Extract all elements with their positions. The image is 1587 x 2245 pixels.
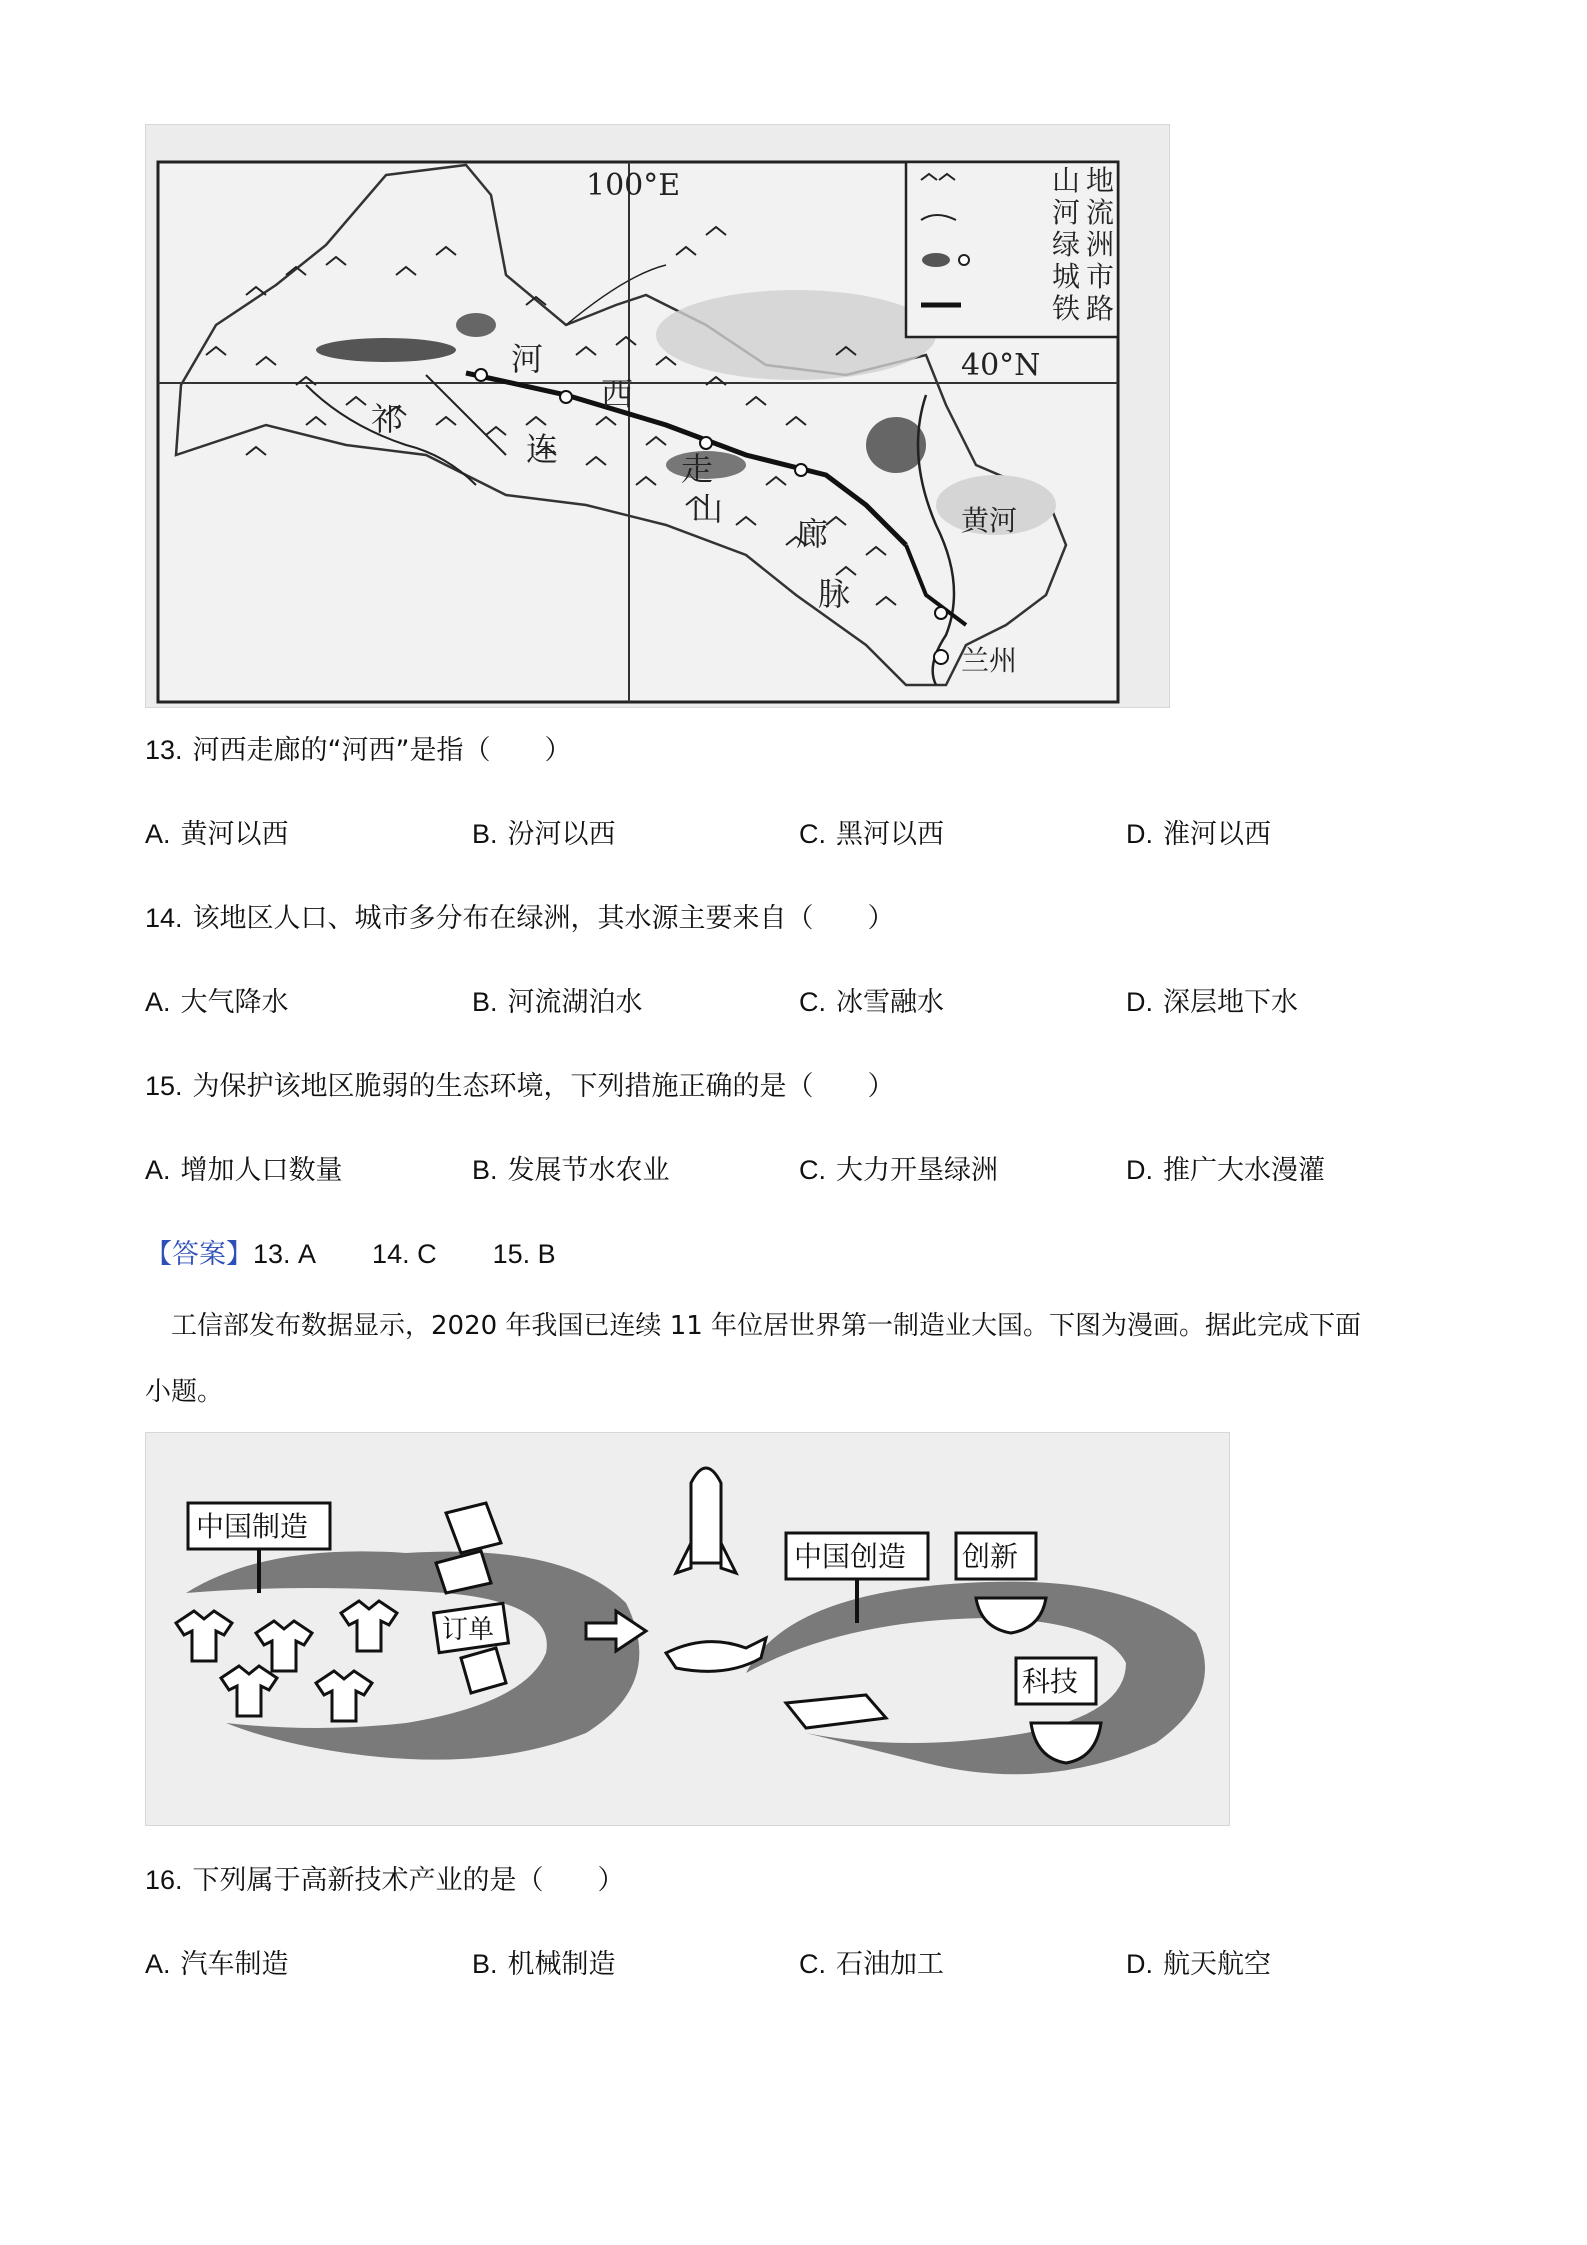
q13-option-b[interactable] [472,816,616,853]
q13-option-a[interactable] [145,816,289,853]
question-14-stem [145,900,895,937]
option-text: 航天航空 [1163,1949,1271,1980]
legend-char: 绿 [1052,228,1081,261]
map-char-xi: 西 [601,375,634,413]
legend-char: 铁 [1052,292,1081,325]
option-letter: B. [472,819,498,849]
option-letter: A. [145,987,171,1017]
legend-char: 城 [1052,260,1081,293]
tech-text: 科技 [1022,1665,1079,1698]
answer-14: 14. C [372,1239,437,1269]
q16-option-b[interactable] [472,1946,616,1983]
q13-option-d[interactable] [1126,816,1271,853]
q14-option-c[interactable] [799,984,944,1021]
city-marker [700,437,712,449]
q15-option-c[interactable] [799,1152,998,1189]
question-number: 13. [145,735,183,765]
sign-made-text: 中国制造 [196,1510,309,1543]
q16-option-a[interactable] [145,1946,289,1983]
option-text: 黄河以西 [180,819,289,850]
option-text: 深层地下水 [1163,987,1298,1018]
q14-option-b[interactable] [472,984,643,1021]
map-char-mai: 脉 [818,575,851,613]
question-13-stem [145,732,572,769]
option-text: 大力开垦绿洲 [836,1155,998,1186]
map-char-zou: 走 [681,450,714,488]
map-char-he: 河 [511,340,544,378]
option-letter: C. [799,1949,826,1979]
q15-option-d[interactable] [1126,1152,1325,1189]
option-text: 黑河以西 [836,819,944,850]
map-legend [906,162,1118,337]
answer-15: 15. B [492,1239,556,1269]
question-number: 14. [145,903,183,933]
question-number: 15. [145,1071,183,1101]
question-text: 下列属于高新技术产业的是（ ） [192,1865,625,1896]
option-text: 汽车制造 [180,1949,289,1980]
innovation-text: 创新 [962,1540,1019,1573]
q14-option-a[interactable] [145,984,289,1021]
legend-char: 市 [1086,260,1115,293]
option-text: 河流湖泊水 [507,987,643,1018]
option-text: 大气降水 [180,987,289,1018]
option-letter: B. [472,987,498,1017]
question-text: 为保护该地区脆弱的生态环境，下列措施正确的是（ ） [192,1071,895,1102]
option-text: 淮河以西 [1163,819,1271,850]
legend-char: 路 [1086,292,1115,325]
q13-option-c[interactable] [799,816,944,853]
option-letter: D. [1126,987,1153,1017]
option-text: 发展节水农业 [507,1155,670,1186]
option-text: 石油加工 [836,1949,944,1980]
city-marker [795,464,807,476]
q14-option-d[interactable] [1126,984,1298,1021]
answer-line [145,1236,556,1272]
map-char-shan: 山 [691,490,724,528]
answer-tag: 【答案】 [145,1239,253,1269]
question-15-stem [145,1068,895,1105]
label-huanghe: 黄河 [961,504,1018,537]
label-lanzhou: 兰州 [961,644,1018,677]
manufacturing-cartoon [145,1432,1230,1826]
legend-char: 山 [1052,164,1081,197]
map-char-qi: 祁 [371,400,404,438]
legend-char: 流 [1086,196,1115,229]
map-char-lang: 廊 [796,515,829,553]
desert-shade [656,290,936,380]
city-marker [935,607,947,619]
cartoon-svg [146,1433,1229,1825]
option-text: 汾河以西 [507,819,616,850]
option-letter: B. [472,1949,498,1979]
option-letter: C. [799,819,826,849]
order-text: 订单 [442,1615,495,1645]
option-text: 机械制造 [507,1949,616,1980]
option-letter: A. [145,1155,171,1185]
lon-label: 100°E [586,168,681,203]
legend-char: 地 [1086,164,1115,197]
option-letter: D. [1126,1949,1153,1979]
legend-oasis-symbol [922,253,950,267]
option-letter: A. [145,819,171,849]
intro-line-1: 工信部发布数据显示，2020 年我国已连续 11 年位居世界第一制造业大国。下图为漫画。据此完成下面 [171,1311,1362,1341]
option-letter: A. [145,1949,171,1979]
answer-13: 13. A [253,1239,317,1269]
option-letter: D. [1126,1155,1153,1185]
hexi-corridor-map [145,124,1170,708]
sign-created-text: 中国创造 [794,1540,907,1573]
question-number: 16. [145,1865,183,1895]
q16-option-c[interactable] [799,1946,944,1983]
legend-char: 洲 [1086,228,1115,261]
oasis [456,313,496,337]
option-text: 增加人口数量 [180,1155,343,1186]
q15-option-a[interactable] [145,1152,343,1189]
lat-label: 40°N [961,348,1041,383]
option-text: 推广大水漫灌 [1163,1155,1325,1186]
question-text: 河西走廊的“河西”是指（ ） [192,735,572,766]
city-lanzhou-marker [934,650,948,664]
intro-line-2: 小题。 [145,1377,224,1407]
option-letter: C. [799,1155,826,1185]
map-svg [146,125,1169,707]
q15-option-b[interactable] [472,1152,670,1189]
legend-city-symbol [959,255,969,265]
option-letter: B. [472,1155,498,1185]
oasis [316,338,456,362]
option-letter: D. [1126,819,1153,849]
legend-char: 河 [1052,196,1081,229]
q16-option-d[interactable] [1126,1946,1271,1983]
option-letter: C. [799,987,826,1017]
question-text: 该地区人口、城市多分布在绿洲，其水源主要来自（ ） [192,903,895,934]
question-16-stem [145,1862,625,1899]
option-text: 冰雪融水 [836,987,944,1018]
map-char-lian: 连 [526,430,559,468]
city-marker [560,391,572,403]
city-marker [475,369,487,381]
